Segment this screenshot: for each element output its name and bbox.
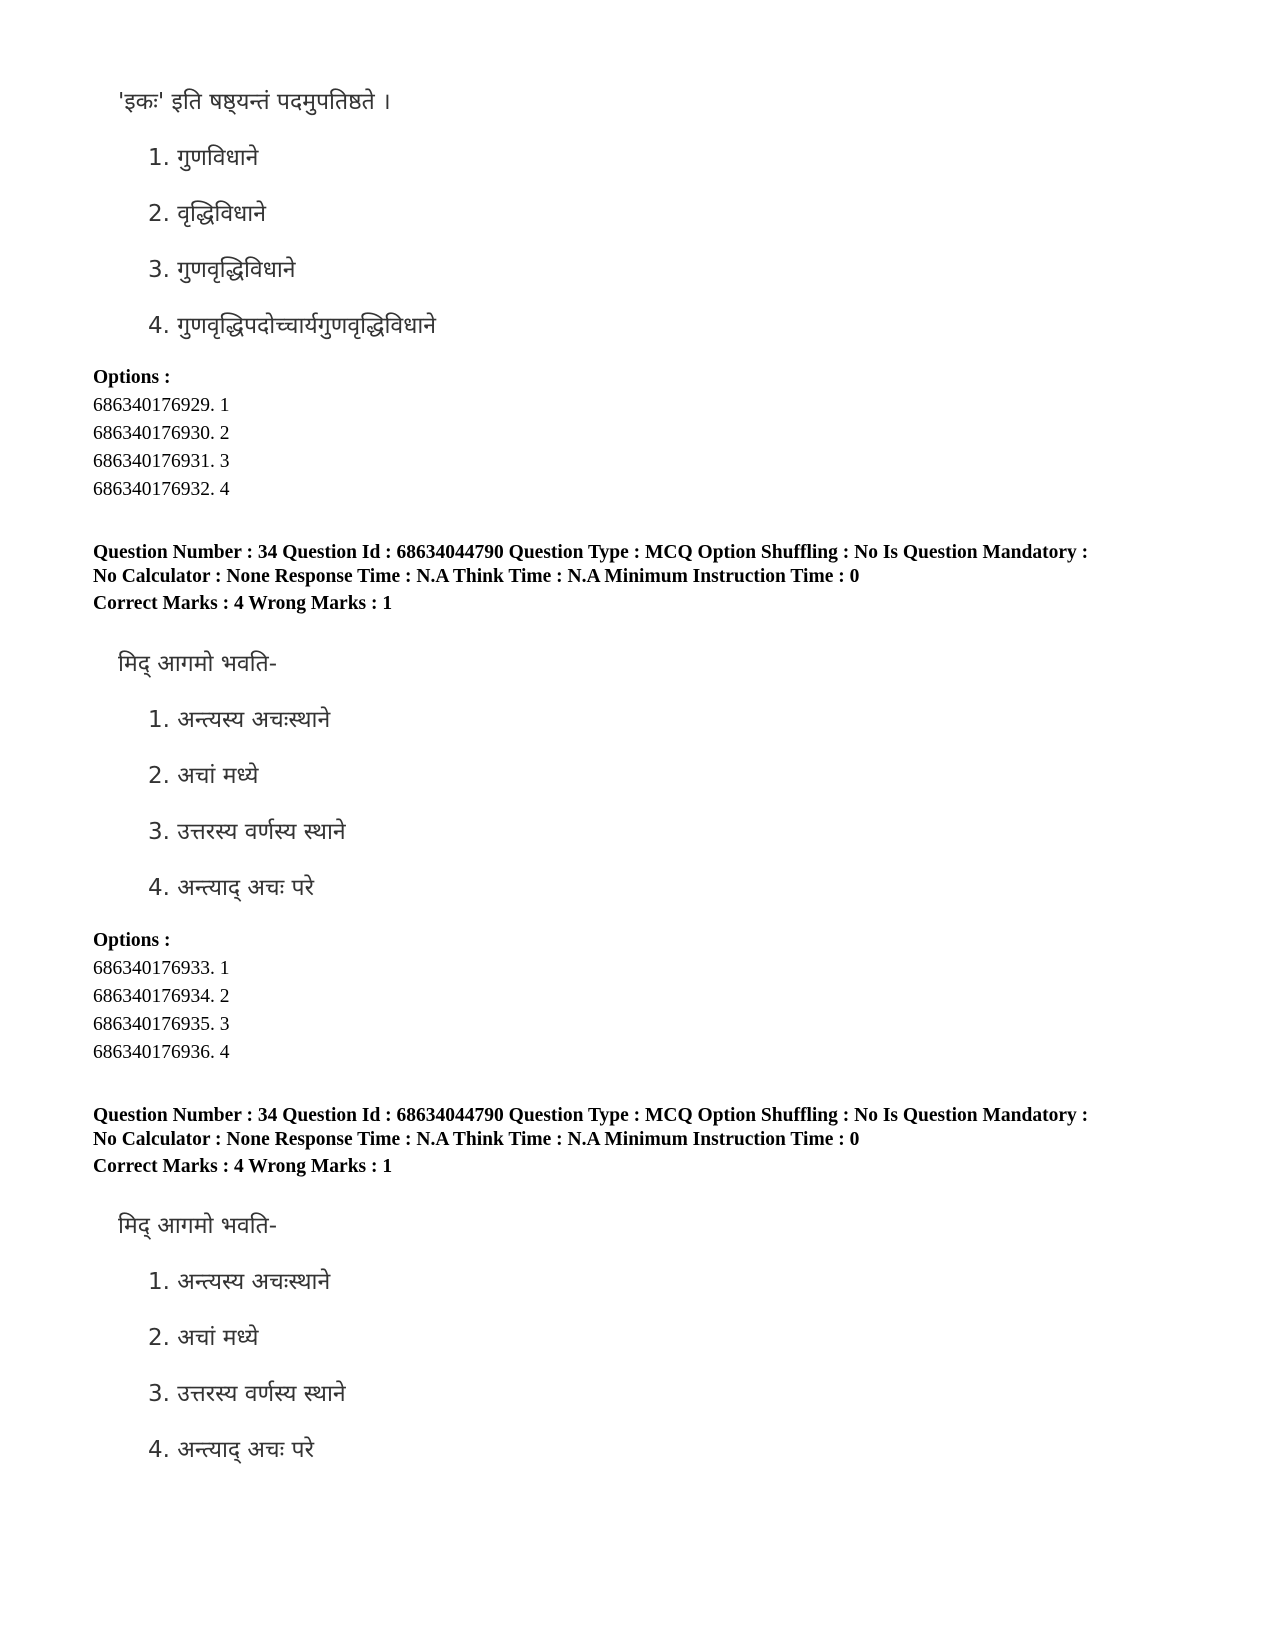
choice-1: 1. अन्त्यस्य अचःस्थाने xyxy=(148,707,331,733)
options-label: Options : xyxy=(93,930,171,951)
choice-3: 3. उत्तरस्य वर्णस्य स्थाने xyxy=(148,1381,346,1407)
question-metadata xyxy=(93,1104,1193,1152)
marks-line: Correct Marks : 4 Wrong Marks : 1 xyxy=(93,1156,393,1177)
question-metadata xyxy=(93,541,1193,589)
metadata-line: Question Number : 34 Question Id : 68634044790 Question Type : MCQ Option Shuffling : No Is Question Mandatory : xyxy=(93,1105,1089,1126)
choice-4: 4. अन्त्याद् अचः परे xyxy=(148,1437,315,1463)
choice-4: 4. अन्त्याद् अचः परे xyxy=(148,875,315,901)
question-stem: मिद् आगमो भवति- xyxy=(118,1213,278,1239)
choice-1: 1. गुणविधाने xyxy=(148,145,259,171)
choice-2: 2. अचां मध्ये xyxy=(148,1325,259,1351)
marks-line: Correct Marks : 4 Wrong Marks : 1 xyxy=(93,593,393,614)
metadata-line: Question Number : 34 Question Id : 68634044790 Question Type : MCQ Option Shuffling : No Is Question Mandatory : xyxy=(93,542,1089,563)
option-line: 686340176932. 4 xyxy=(93,479,230,500)
choice-2: 2. अचां मध्ये xyxy=(148,763,259,789)
option-line: 686340176930. 2 xyxy=(93,423,230,444)
options-label: Options : xyxy=(93,367,171,388)
metadata-line: No Calculator : None Response Time : N.A Think Time : N.A Minimum Instruction Time : 0 xyxy=(93,566,860,587)
option-line: 686340176929. 1 xyxy=(93,395,230,416)
choice-3: 3. गुणवृद्धिविधाने xyxy=(148,257,296,283)
question-stem: 'इकः' इति षष्ठ्यन्तं पदमुपतिष्ठते । xyxy=(118,89,391,115)
option-line: 686340176936. 4 xyxy=(93,1042,230,1063)
choice-2: 2. वृद्धिविधाने xyxy=(148,201,266,227)
option-line: 686340176933. 1 xyxy=(93,958,230,979)
choice-4: 4. गुणवृद्धिपदोच्चार्यगुणवृद्धिविधाने xyxy=(148,313,437,339)
option-line: 686340176935. 3 xyxy=(93,1014,230,1035)
choice-1: 1. अन्त्यस्य अचःस्थाने xyxy=(148,1269,331,1295)
metadata-line: No Calculator : None Response Time : N.A Think Time : N.A Minimum Instruction Time : 0 xyxy=(93,1129,860,1150)
choice-3: 3. उत्तरस्य वर्णस्य स्थाने xyxy=(148,819,346,845)
option-line: 686340176931. 3 xyxy=(93,451,230,472)
option-line: 686340176934. 2 xyxy=(93,986,230,1007)
question-stem: मिद् आगमो भवति- xyxy=(118,651,278,677)
